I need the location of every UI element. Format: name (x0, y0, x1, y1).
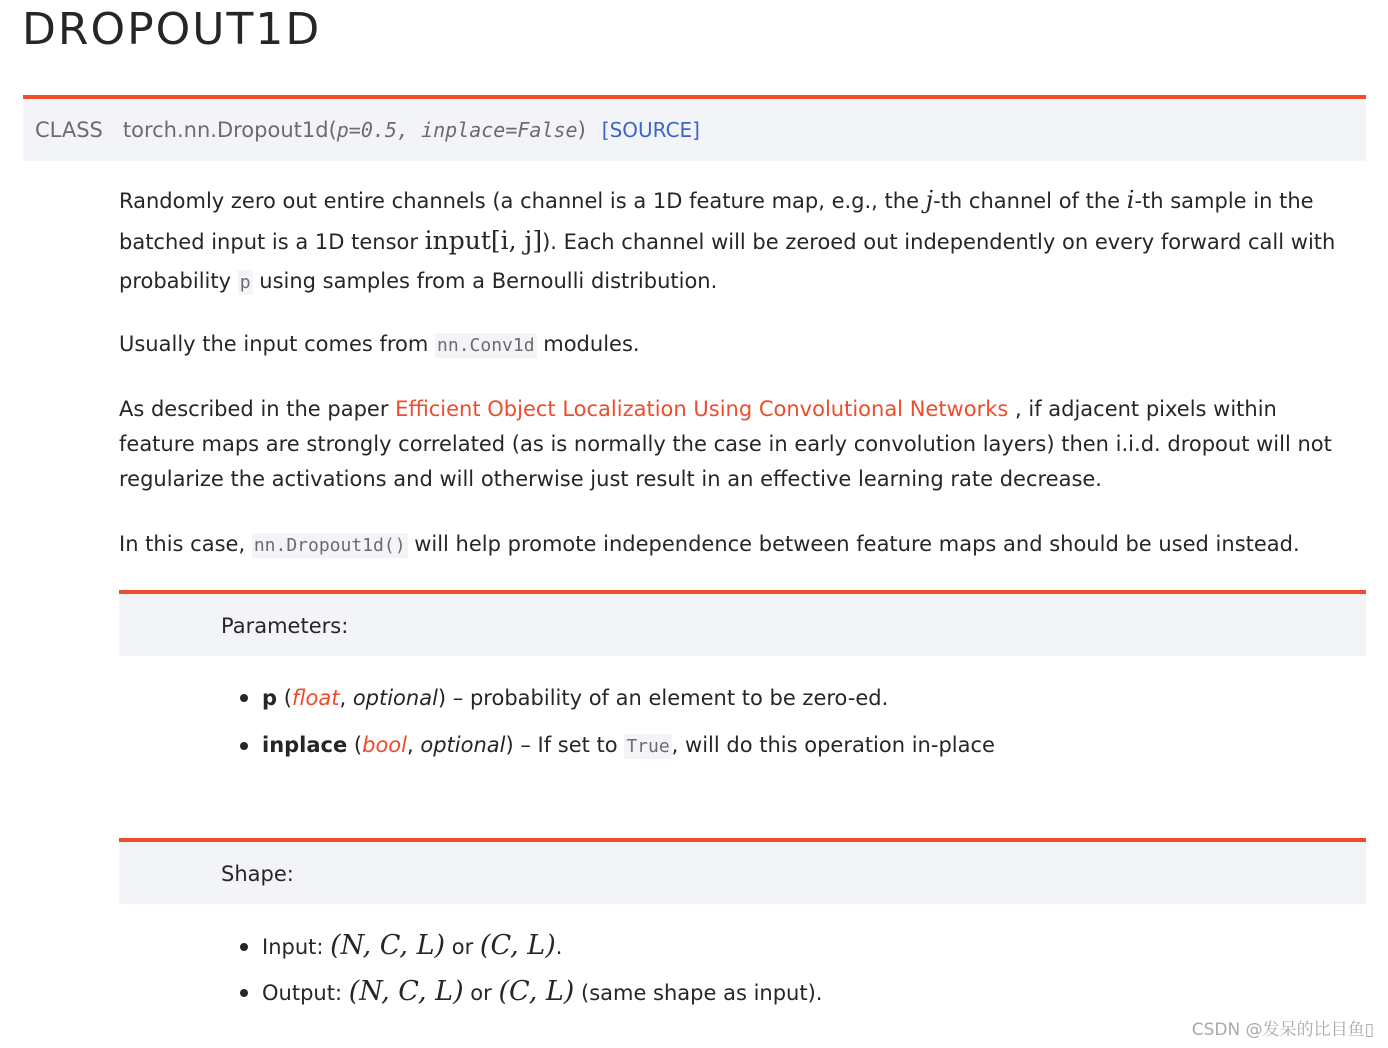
shape-label: Output: (262, 981, 349, 1005)
class-name: torch.nn.Dropout1d (122, 118, 329, 142)
parameters-heading-bar (119, 590, 1366, 656)
param-desc: – probability of an element to be zero-ed. (446, 686, 889, 710)
math-i: i (1126, 186, 1135, 214)
signature-open-paren: ( (328, 118, 337, 142)
shape-list (240, 925, 822, 1014)
shape-item-input (240, 925, 822, 968)
param-optional: optional (420, 733, 506, 757)
parameter-item-p: p (float, optional) – probability of an element to be zero-ed. (240, 680, 995, 716)
text: using samples from a Bernoulli distribution. (252, 269, 718, 293)
signature-params: p=0.5, inplace=False (336, 118, 578, 142)
text: In this case, (119, 532, 252, 556)
text: ). Each channel will be zeroed out independently on every forward call with probability (119, 230, 1336, 293)
bullet-icon (240, 989, 248, 997)
text: , if adjacent pixels within feature maps are strongly correlated (as is normally the case in early convolution layers) then i.i.d. dropout will not regularize the activations and will otherwise just result in an effective learning rate decrease. (119, 397, 1332, 491)
text: (same shape as input). (574, 981, 823, 1005)
text: -th channel of the (933, 189, 1127, 213)
text: modules. (536, 332, 640, 356)
signature-close-paren: ) (577, 118, 586, 142)
shape-item-output (240, 971, 822, 1014)
bullet-icon (240, 943, 248, 951)
description-paragraph-2 (119, 326, 1359, 364)
parameters-list (240, 680, 995, 765)
class-label: CLASS (35, 118, 103, 142)
param-desc: – If set to (513, 733, 625, 757)
text: Usually the input comes from (119, 332, 436, 356)
math-shape: (C, L) (498, 976, 575, 1007)
math-j: j (925, 186, 934, 214)
watermark: CSDN @发呆的比目鱼▯ (1191, 1020, 1374, 1040)
param-name: p (262, 686, 278, 710)
text: -th sample in the batched input is a 1D tensor (119, 189, 1314, 254)
paper-link[interactable]: Efficient Object Localization Using Convolutional Networks (395, 397, 1009, 421)
param-optional: optional (352, 686, 438, 710)
parameters-heading: Parameters: (221, 614, 349, 638)
description-paragraph-1 (119, 181, 1359, 302)
bullet-icon (240, 742, 248, 750)
bullet-icon (240, 694, 248, 702)
param-type[interactable]: float (291, 686, 340, 710)
text: . (555, 935, 563, 959)
inline-code-p: p (239, 272, 251, 293)
text: or (463, 981, 499, 1005)
class-signature (23, 95, 1366, 161)
math-shape: (N, C, L) (330, 930, 446, 961)
text: Randomly zero out entire channels (a channel is a 1D feature map, e.g., the (119, 189, 926, 213)
inline-code-conv1d: nn.Conv1d (437, 335, 535, 356)
parameter-item-inplace: inplace (bool, optional) – If set to True, will do this operation in-place (240, 727, 995, 765)
inline-code-dropout1d: nn.Dropout1d() (253, 535, 406, 556)
shape-heading: Shape: (221, 862, 294, 886)
math-shape: (C, L) (479, 930, 556, 961)
math-shape: (N, C, L) (348, 976, 464, 1007)
description-paragraph-4 (119, 526, 1359, 564)
description-paragraph-3 (119, 392, 1359, 497)
math-input-index: input[i, j] (424, 226, 543, 255)
param-type[interactable]: bool (362, 733, 407, 757)
inline-code-true: True (626, 736, 670, 757)
text: or (445, 935, 480, 959)
param-desc: , will do this operation in-place (671, 733, 995, 757)
param-name: inplace (262, 733, 348, 757)
page-title: DROPOUT1D (22, 4, 322, 55)
shape-heading-bar (119, 838, 1366, 904)
text: As described in the paper (119, 397, 396, 421)
text: will help promote independence between feature maps and should be used instead. (407, 532, 1300, 556)
source-link[interactable]: [SOURCE] (601, 118, 700, 142)
shape-label: Input: (262, 935, 331, 959)
